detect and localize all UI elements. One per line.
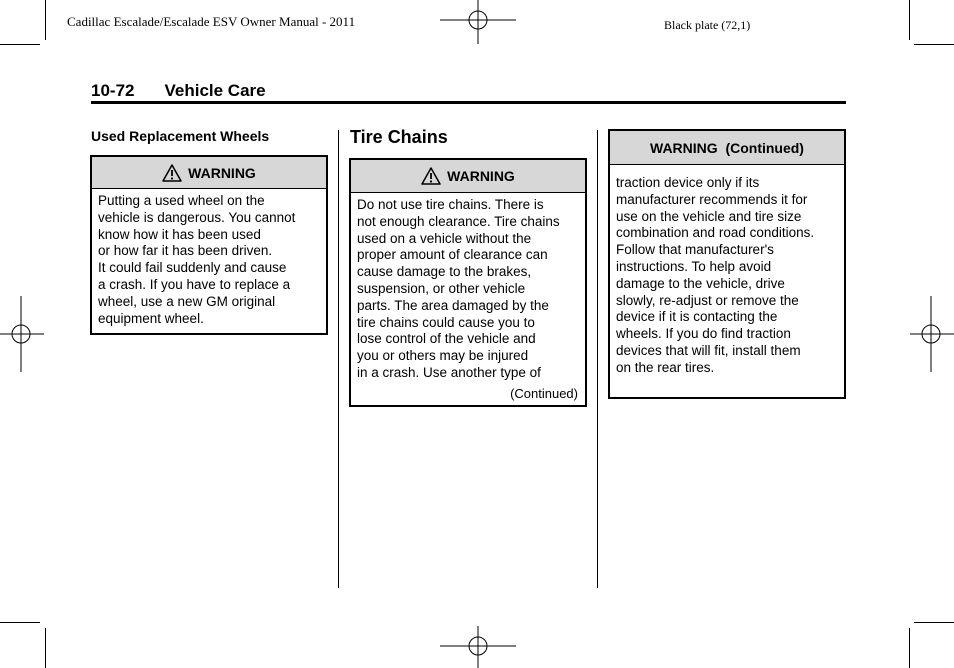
warning-text (92, 189, 326, 327)
text-line: wheels. If you do find traction (616, 326, 791, 342)
warning-text (610, 165, 844, 377)
continued-label: (Continued) (510, 386, 578, 401)
text-line: in a crash. Use another type of (357, 364, 541, 380)
page-heading (91, 81, 266, 101)
text-line: lose control of the vehicle and (357, 331, 536, 347)
text-line: on the rear tires. (616, 359, 715, 375)
text-line: devices that will fit, install them (616, 342, 801, 358)
crop-mark (0, 622, 40, 623)
warning-header (351, 160, 585, 193)
text-line: Follow that manufacturer's (616, 242, 774, 258)
text-line: a crash. If you have to replace a (98, 276, 291, 292)
registration-mark-icon (0, 296, 44, 372)
registration-mark-icon (440, 626, 516, 668)
page-number: 10-72 (91, 81, 135, 100)
crop-mark (909, 628, 910, 668)
subheading: Used Replacement Wheels (91, 128, 270, 144)
warning-text (351, 193, 585, 382)
text-line: wheel, use a new GM original (98, 293, 276, 309)
text-line: It could fail suddenly and cause (98, 260, 287, 276)
warning-header (610, 131, 844, 165)
crop-mark (0, 44, 40, 45)
manual-title: Cadillac Escalade/Escalade ESV Owner Manual - 2011 (67, 14, 356, 29)
text-line: device if it is contacting the (616, 309, 778, 325)
text-line: suspension, or other vehicle (357, 280, 526, 296)
plate-label: Black plate (72,1) (664, 18, 751, 32)
warning-box (349, 158, 587, 407)
heading-rule (91, 101, 846, 104)
text-line: use on the vehicle and tire size (616, 208, 802, 224)
warning-triangle-icon (421, 167, 441, 185)
text-line: combination and road conditions. (616, 225, 815, 241)
crop-mark (914, 622, 954, 623)
column-divider (597, 130, 598, 588)
warning-label: WARNING (447, 168, 515, 184)
text-line: vehicle is dangerous. You cannot (98, 209, 296, 225)
warning-box (90, 155, 328, 335)
text-line: equipment wheel. (98, 310, 204, 326)
text-line: proper amount of clearance can (357, 247, 548, 263)
warning-label: WARNING (Continued) (650, 139, 804, 156)
text-line: instructions. To help avoid (616, 258, 772, 274)
text-line: or how far it has been driven. (98, 243, 273, 259)
text-line: not enough clearance. Tire chains (357, 213, 560, 229)
text-line: Do not use tire chains. There is (357, 197, 544, 212)
section-heading: Tire Chains (350, 127, 448, 147)
text-line: manufacturer recommends it for (616, 191, 808, 207)
text-line: know how it has been used (98, 226, 261, 242)
text-line: traction device only if its (616, 175, 760, 190)
crop-mark (909, 0, 910, 40)
crop-mark (45, 0, 46, 40)
warning-triangle-icon (162, 164, 182, 182)
warning-header (92, 157, 326, 189)
registration-mark-icon (910, 296, 954, 372)
crop-mark (914, 44, 954, 45)
text-line: cause damage to the brakes, (357, 264, 532, 280)
text-line: parts. The area damaged by the (357, 297, 549, 313)
text-line: damage to the vehicle, drive (616, 275, 785, 291)
text-line: tire chains could cause you to (357, 314, 535, 330)
text-line: slowly, re-adjust or remove the (616, 292, 799, 308)
warning-box (608, 129, 846, 399)
crop-mark (45, 628, 46, 668)
text-line: you or others may be injured (357, 348, 529, 364)
warning-label: WARNING (188, 164, 256, 181)
column-divider (338, 130, 339, 588)
text-line: used on a vehicle without the (357, 230, 532, 246)
section-title: Vehicle Care (164, 81, 266, 100)
text-line: Putting a used wheel on the (98, 193, 265, 208)
registration-mark-icon (440, 0, 516, 44)
